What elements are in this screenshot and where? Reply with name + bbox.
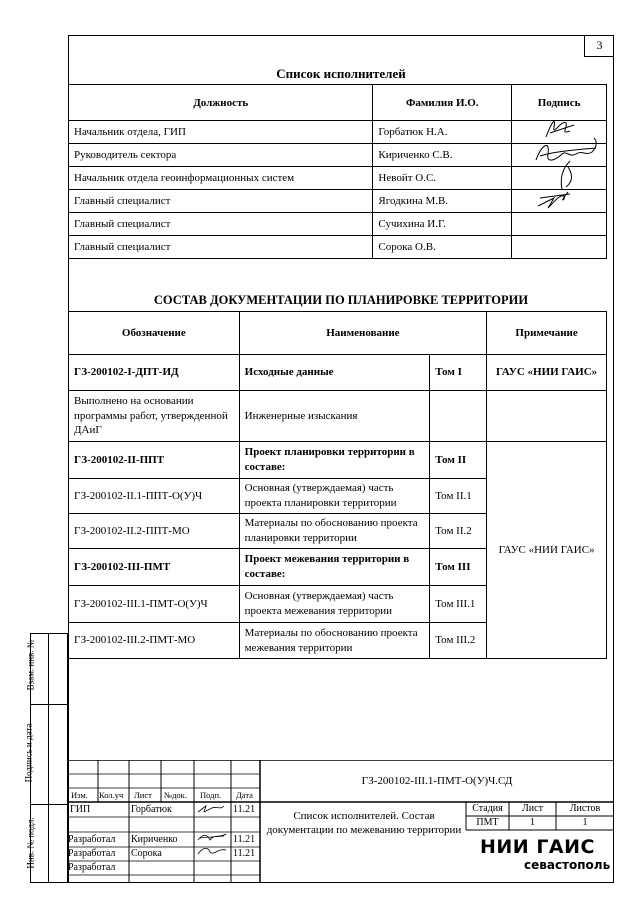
stage-header: Стадия [472, 803, 503, 814]
signature-image [196, 802, 226, 816]
table-row [69, 236, 607, 259]
title-cell: Инженерные изыскания [239, 391, 430, 442]
side-divider [48, 634, 49, 882]
volume-cell: Том III [430, 549, 487, 586]
designation-cell: ГЗ-200102-III-ПМТ [69, 549, 240, 586]
table-header-row [69, 312, 607, 355]
sheet-value: 1 [530, 817, 535, 828]
side-divider [31, 704, 67, 705]
header-signature: Подпись [512, 85, 607, 121]
designation-cell: Выполнено на основании программы работ, утвержденной ДАиГ [69, 391, 240, 442]
date-cell: 11.21 [233, 834, 256, 845]
date-cell: 11.21 [233, 804, 256, 815]
sign-date-label: Подпись и дата [23, 723, 34, 783]
note-cell: ГАУС «НИИ ГАИС» [487, 355, 607, 391]
executors-table [68, 84, 607, 259]
designation-cell: ГЗ-200102-I-ДПТ-ИД [69, 355, 240, 391]
col-header-qty: Кол.уч [99, 790, 124, 800]
volume-cell [430, 391, 487, 442]
table-row [69, 391, 607, 442]
designation-cell: ГЗ-200102-II.2-ППТ-МО [69, 514, 240, 549]
role-cell: ГИП [70, 804, 91, 815]
table-row [69, 190, 607, 213]
position-cell: Руководитель сектора [69, 144, 373, 167]
organization-city: севастополь [524, 858, 611, 872]
title-cell: Материалы по обоснованию проекта межевания территории [239, 623, 430, 659]
col-header-sheet: Лист [134, 790, 152, 800]
header-name: Фамилия И.О. [373, 85, 512, 121]
note-cell: ГАУС «НИИ ГАИС» [487, 442, 607, 659]
composition-table [68, 311, 607, 659]
title-cell: Проект планировки территории в составе: [239, 442, 430, 479]
signature-cell [512, 213, 607, 236]
signature-image [534, 184, 574, 214]
volume-cell: Том II [430, 442, 487, 479]
designation-cell: ГЗ-200102-II-ППТ [69, 442, 240, 479]
volume-cell: Том II.2 [430, 514, 487, 549]
volume-cell: Том II.1 [430, 479, 487, 514]
composition-title: СОСТАВ ДОКУМЕНТАЦИИ ПО ПЛАНИРОВКЕ ТЕРРИТОРИИ [153, 293, 529, 307]
signature-image [196, 844, 228, 858]
title-cell: Основная (утверждаемая) часть проекта планировки территории [239, 479, 430, 514]
name-cell: Горбатюк Н.А. [373, 121, 512, 144]
organization-name: НИИ ГАИС [480, 836, 595, 858]
title-cell: Основная (утверждаемая) часть проекта межевания территории [239, 586, 430, 623]
title-cell: Проект межевания территории в составе: [239, 549, 430, 586]
col-header-change: Изм. [71, 790, 88, 800]
designation-cell: ГЗ-200102-II.1-ППТ-О(У)Ч [69, 479, 240, 514]
original-inv-label: Инв. № подл. [25, 817, 36, 869]
side-stamp-strip [23, 633, 68, 883]
organization-logo [466, 830, 614, 883]
person-name: Кириченко [131, 834, 178, 845]
header-position: Должность [69, 85, 373, 121]
table-header-row [69, 85, 607, 121]
name-cell: Кириченко С.В. [373, 144, 512, 167]
name-cell: Сучихина И.Г. [373, 213, 512, 236]
col-header-date: Дата [236, 790, 253, 800]
title-cell: Материалы по обоснованию проекта планировки территории [239, 514, 430, 549]
person-name: Сорока [131, 848, 162, 859]
table-row [69, 144, 607, 167]
col-header-docnum: №док. [164, 790, 187, 800]
name-cell: Невойт О.С. [373, 167, 512, 190]
signature-cell [512, 190, 607, 213]
position-cell: Главный специалист [69, 236, 373, 259]
sheets-total-header: Листов [569, 803, 601, 814]
table-row [69, 355, 607, 391]
position-cell: Начальник отдела, ГИП [69, 121, 373, 144]
document-code: ГЗ-200102-III.1-ПМТ-О(У)Ч.СД [361, 775, 513, 787]
sheets-total-value: 1 [582, 817, 588, 828]
role-cell: Разработал [68, 848, 116, 859]
note-cell [487, 391, 607, 442]
header-note: Примечание [487, 312, 607, 355]
volume-cell: Том I [430, 355, 487, 391]
designation-cell: ГЗ-200102-III.1-ПМТ-О(У)Ч [69, 586, 240, 623]
name-cell: Ягодкина М.В. [373, 190, 512, 213]
table-row [69, 213, 607, 236]
position-cell: Главный специалист [69, 190, 373, 213]
signature-image [196, 830, 228, 844]
position-cell: Начальник отдела геоинформационных систем [69, 167, 373, 190]
table-row [69, 121, 607, 144]
date-cell: 11.21 [233, 848, 256, 859]
title-cell: Исходные данные [239, 355, 430, 391]
header-designation: Обозначение [69, 312, 240, 355]
role-cell: Разработал [68, 862, 116, 873]
table-row [69, 167, 607, 190]
position-cell: Главный специалист [69, 213, 373, 236]
table-row [69, 442, 607, 479]
replacement-inv-label: Взам. инв. № [25, 639, 36, 691]
col-header-sign: Подп. [200, 790, 222, 800]
sheet-number: 3 [584, 35, 614, 57]
volume-cell: Том III.1 [430, 586, 487, 623]
document-title: Список исполнителей. Состав документации по межеванию территории [266, 810, 462, 836]
stage-value: ПМТ [476, 817, 499, 828]
role-cell: Разработал [68, 834, 116, 845]
volume-cell: Том III.2 [430, 623, 487, 659]
signature-cell [512, 236, 607, 259]
name-cell: Сорока О.В. [373, 236, 512, 259]
side-divider [31, 804, 67, 805]
designation-cell: ГЗ-200102-III.2-ПМТ-МО [69, 623, 240, 659]
executors-title: Список исполнителей [276, 66, 406, 81]
person-name: Горбатюк [131, 804, 172, 815]
header-title: Наименование [239, 312, 487, 355]
sheet-header: Лист [522, 803, 543, 814]
